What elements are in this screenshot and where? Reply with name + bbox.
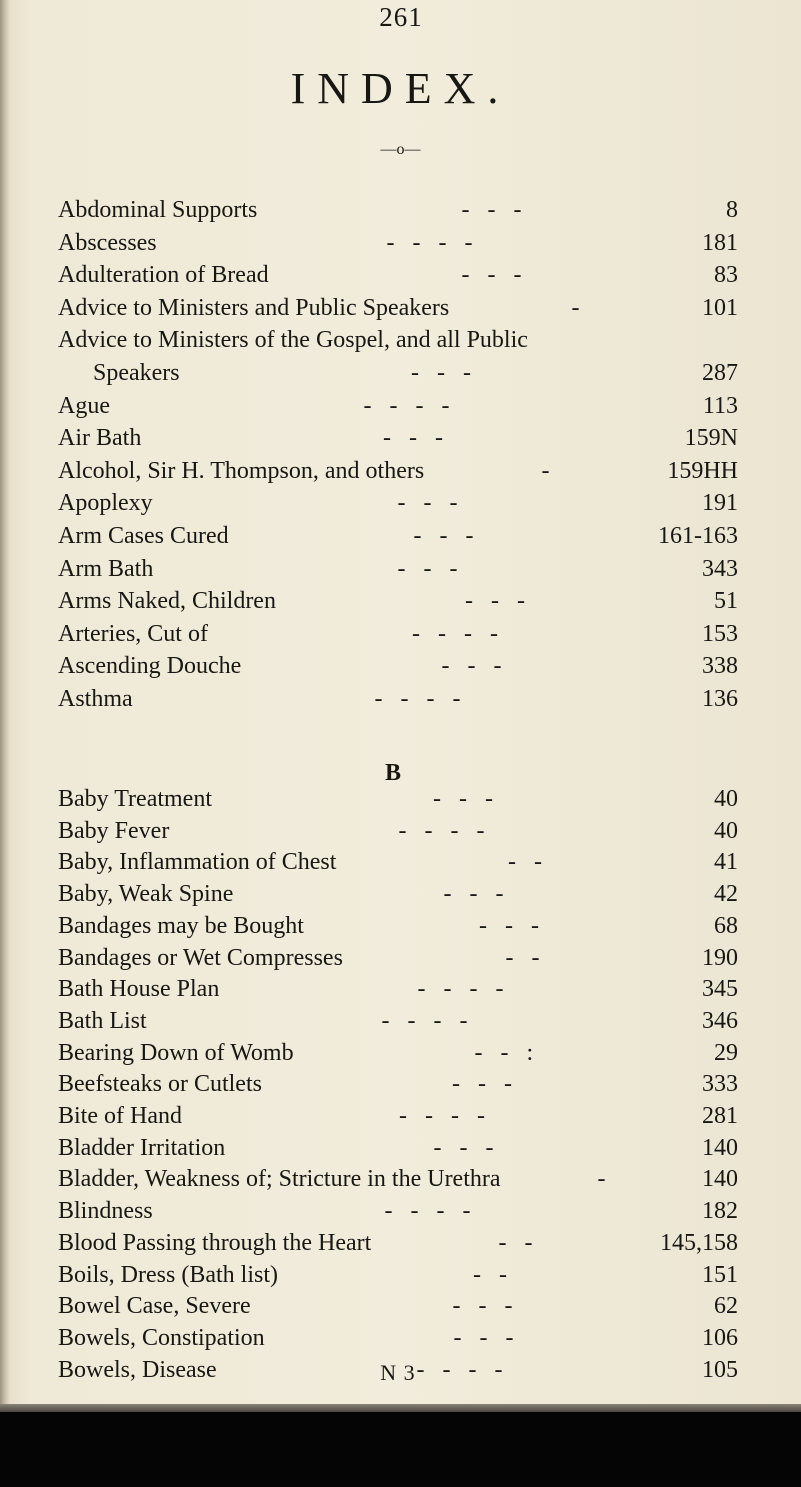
entry-leader-dashes: - - - - — [417, 976, 504, 1003]
entry-leader-dashes: - - — [508, 849, 542, 876]
entry-leader-dashes: - - - — [433, 1134, 494, 1161]
page-spine-shadow — [0, 0, 10, 1410]
entry-page-number: 191 — [702, 490, 738, 517]
index-entry — [58, 650, 738, 683]
index-entry — [58, 194, 738, 227]
entry-page-number: 40 — [714, 786, 738, 812]
index-entry — [58, 1163, 738, 1196]
index-entry — [58, 815, 738, 848]
entry-label: Beefsteaks or Cutlets — [58, 1071, 262, 1098]
entry-label: Blood Passing through the Heart — [58, 1229, 372, 1256]
entry-label: Bladder, Weakness of; Stricture in the Urethra — [58, 1166, 501, 1193]
index-entry — [58, 422, 738, 455]
title-ornament: —o— — [380, 141, 421, 158]
entry-page-number: 345 — [702, 976, 738, 1003]
entry-label: Bandages may be Bought — [58, 912, 304, 939]
entry-label: Baby, Weak Spine — [58, 881, 234, 908]
entry-label: Bowels, Constipation — [58, 1324, 265, 1351]
entry-label: Asthma — [58, 686, 133, 712]
entry-leader-dashes: - - - — [413, 523, 474, 549]
entry-label: Bite of Hand — [58, 1103, 182, 1129]
index-entry — [58, 1037, 738, 1070]
entry-leader-dashes: - — [597, 1166, 606, 1193]
index-entry — [58, 1290, 738, 1323]
entry-page-number: 346 — [702, 1007, 738, 1034]
entry-leader-dashes: - - — [473, 1261, 507, 1288]
index-entry — [58, 1005, 738, 1038]
entry-leader-dashes: - - - — [411, 360, 471, 386]
entry-leader-dashes: - - : — [474, 1039, 534, 1066]
entry-page-number: 140 — [702, 1134, 738, 1161]
entry-page-number: 42 — [714, 881, 738, 908]
index-entry — [58, 324, 738, 357]
entry-page-number: 338 — [702, 653, 738, 680]
entry-page-number: 159N — [684, 425, 738, 452]
entry-page-number: 113 — [702, 392, 738, 419]
entry-leader-dashes: - - — [505, 944, 540, 971]
index-entry — [58, 520, 738, 553]
entry-page-number: 181 — [702, 229, 738, 256]
index-entry — [58, 390, 738, 423]
entry-leader-dashes: - — [541, 457, 550, 484]
entry-page-number: 151 — [702, 1261, 738, 1288]
entry-page-number: 136 — [702, 686, 738, 712]
entry-page-number: 343 — [702, 555, 738, 582]
entry-label: Alcohol, Sir H. Thompson, and others — [58, 457, 425, 484]
index-entry — [58, 1259, 738, 1292]
entry-page-number: 182 — [702, 1198, 738, 1225]
entry-label: Baby Treatment — [58, 786, 212, 812]
page-number: 261 — [379, 2, 423, 32]
index-entry — [58, 259, 738, 292]
index-entry — [58, 878, 738, 911]
entry-leader-dashes: - - - — [461, 262, 522, 289]
index-entry — [58, 783, 738, 816]
entry-leader-dashes: - - - — [383, 425, 443, 452]
entry-label: Speakers — [93, 360, 180, 386]
entry-label: Bath House Plan — [58, 976, 220, 1003]
entry-page-number: 140 — [702, 1166, 738, 1193]
entry-label: Baby Fever — [58, 817, 170, 844]
entry-leader-dashes: - - - — [443, 881, 504, 908]
entry-page-number: 29 — [714, 1039, 738, 1066]
entry-leader-dashes: - - - - — [363, 392, 450, 419]
entry-page-number: 105 — [702, 1356, 738, 1383]
index-entry — [58, 846, 738, 879]
entry-label: Bowel Case, Severe — [58, 1293, 251, 1320]
entry-label: Abscesses — [58, 229, 157, 256]
index-entry — [58, 618, 738, 651]
index-entry — [58, 1132, 738, 1165]
index-entry — [58, 487, 738, 520]
printer-signature: N 3 — [380, 1360, 416, 1385]
index-entry — [58, 585, 738, 618]
entry-leader-dashes: - - - - — [412, 620, 498, 647]
index-entry — [58, 553, 738, 586]
entry-label: Apoplexy — [58, 490, 153, 517]
entry-label: Ague — [58, 392, 110, 419]
entry-page-number: 281 — [702, 1103, 738, 1129]
index-entry — [58, 942, 738, 975]
entry-page-number: 101 — [702, 294, 738, 321]
entry-label: Bearing Down of Womb — [58, 1039, 294, 1066]
entry-label: Arm Cases Cured — [58, 523, 229, 549]
entry-label: Blindness — [58, 1198, 153, 1225]
entry-leader-dashes: - - - — [453, 1324, 514, 1351]
entry-label: Arms Naked, Children — [58, 588, 276, 615]
entry-page-number: 83 — [714, 262, 738, 289]
index-entry — [58, 292, 738, 325]
entry-leader-dashes: - - - - — [384, 1198, 471, 1225]
scan-bottom-band — [0, 1412, 801, 1487]
page-title: INDEX. — [290, 64, 511, 113]
entry-leader-dashes: - - - — [452, 1071, 512, 1098]
entry-leader-dashes: - - — [498, 1229, 533, 1256]
entry-label: Arm Bath — [58, 555, 154, 582]
entry-label: Ascending Douche — [58, 653, 242, 680]
entry-leader-dashes: - - - — [452, 1293, 513, 1320]
entry-leader-dashes: - - - — [465, 588, 525, 615]
entry-page-number: 68 — [714, 912, 738, 939]
entry-leader-dashes: - - - - — [381, 1007, 468, 1034]
entry-leader-dashes: - - - - — [399, 1103, 485, 1129]
index-entry — [58, 357, 738, 390]
index-entry — [58, 1322, 738, 1355]
entry-page-number: 62 — [714, 1293, 738, 1320]
entry-label: Bowels, Disease — [58, 1356, 217, 1383]
entry-label: Bandages or Wet Compresses — [58, 944, 343, 971]
entry-page-number: 106 — [702, 1324, 738, 1351]
entry-label: Adulteration of Bread — [58, 262, 269, 289]
index-entry — [58, 227, 738, 260]
entry-leader-dashes: - - - — [397, 490, 458, 517]
entry-label: Advice to Ministers of the Gospel, and all Public — [58, 327, 528, 354]
entry-leader-dashes: - — [571, 294, 580, 321]
entry-page-number: 287 — [702, 360, 738, 386]
entry-page-number: 153 — [702, 620, 738, 647]
entry-leader-dashes: - - - — [433, 786, 493, 812]
entry-label: Abdominal Supports — [58, 197, 258, 223]
entry-leader-dashes: - - - — [461, 197, 522, 223]
entry-label: Baby, Inflammation of Chest — [58, 849, 337, 876]
section-letter-b: B — [384, 760, 401, 786]
index-entry — [58, 1195, 738, 1228]
entry-page-number: 333 — [702, 1071, 738, 1098]
index-entry — [58, 973, 738, 1006]
index-entry — [58, 455, 738, 488]
entry-leader-dashes: - - - - — [374, 686, 461, 712]
entry-page-number: 8 — [726, 197, 738, 223]
entry-page-number: 51 — [714, 588, 738, 615]
entry-page-number: 159HH — [667, 457, 738, 484]
entry-label: Arteries, Cut of — [58, 620, 208, 647]
entry-leader-dashes: - - - - — [416, 1356, 503, 1383]
entry-leader-dashes: - - - - — [386, 229, 473, 256]
index-entry — [58, 1227, 738, 1260]
index-entry — [58, 910, 738, 943]
entry-page-number: 40 — [714, 817, 738, 844]
entry-leader-dashes: - - - — [479, 912, 539, 939]
entry-leader-dashes: - - - — [441, 653, 502, 680]
entry-label: Bladder Irritation — [58, 1134, 226, 1161]
entry-leader-dashes: - - - - — [398, 817, 485, 844]
entry-page-number: 145,158 — [660, 1229, 738, 1256]
index-entry — [58, 1100, 738, 1133]
entry-label: Advice to Ministers and Public Speakers — [58, 294, 450, 321]
entry-label: Bath List — [58, 1007, 147, 1034]
index-entry — [58, 683, 738, 716]
entry-label: Boils, Dress (Bath list) — [58, 1261, 278, 1288]
entry-leader-dashes: - - - — [397, 555, 458, 582]
entry-page-number: 41 — [714, 849, 738, 876]
entry-label: Air Bath — [58, 425, 142, 452]
entry-page-number: 161-163 — [658, 523, 738, 549]
index-entry — [58, 1068, 738, 1101]
entry-page-number: 190 — [702, 944, 738, 971]
